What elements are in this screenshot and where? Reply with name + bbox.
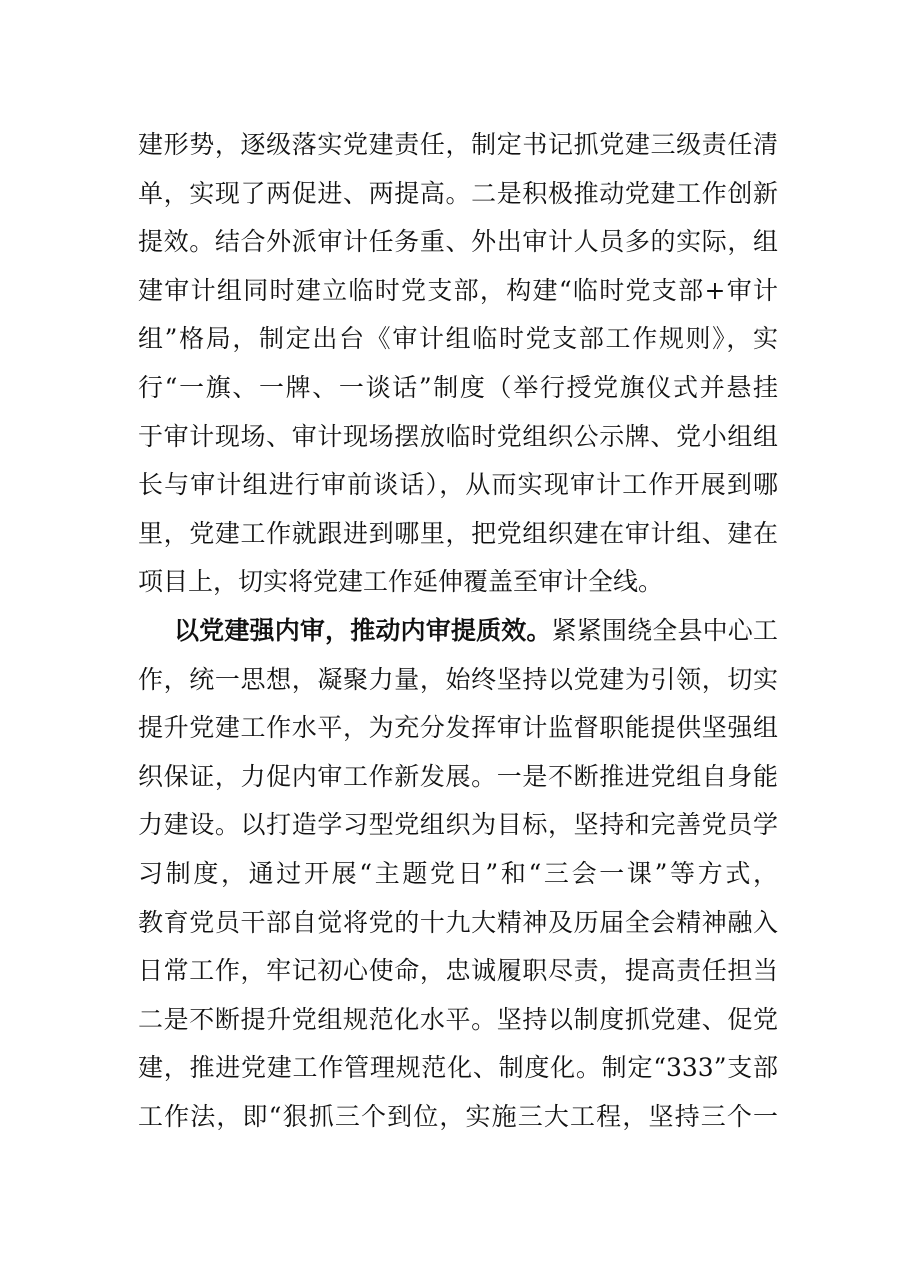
text-line: 提效。结合外派审计任务重、外出审计人员多的实际，组 xyxy=(138,227,778,257)
text-line: 建审计组同时建立临时党支部，构建“临时党支部+审计 xyxy=(138,275,778,305)
text-line: 日常工作，牢记初心使命，忠诚履职尽责，提高责任担当 xyxy=(138,956,778,986)
text-line: 织保证，力促内审工作新发展。一是不断推进党组自身能 xyxy=(138,761,778,791)
text-line: 单，实现了两促进、两提高。二是积极推动党建工作创新 xyxy=(138,178,778,208)
text-line: 教育党员干部自觉将党的十九大精神及历届全会精神融入 xyxy=(138,907,778,937)
text-line: 于审计现场、审计现场摆放临时党组织公示牌、党小组组 xyxy=(138,421,778,451)
text-line: 工作法，即“狠抓三个到位，实施三大工程，坚持三个一 xyxy=(138,1101,778,1131)
text-line: 组”格局，制定出台《审计组临时党支部工作规则》，实 xyxy=(138,324,778,354)
text-line: 长与审计组进行审前谈话），从而实现审计工作开展到哪 xyxy=(138,470,778,500)
paragraph-last-line: 项目上，切实将党建工作延伸覆盖至审计全线。 xyxy=(138,567,664,597)
text-line: 建，推进党建工作管理规范化、制度化。制定“333”支部 xyxy=(138,1053,778,1083)
text-line: 建形势，逐级落实党建责任，制定书记抓党建三级责任清 xyxy=(138,130,778,159)
section-first-line-text: 紧紧围绕全县中心工 xyxy=(551,615,778,645)
text-line: 习制度，通过开展“主题党日”和“三会一课”等方式， xyxy=(138,858,778,888)
section-first-line xyxy=(138,607,778,656)
text-line: 里，党建工作就跟进到哪里，把党组织建在审计组、建在 xyxy=(138,518,778,548)
text-line: 作，统一思想，凝聚力量，始终坚持以党建为引领，切实 xyxy=(138,664,778,694)
text-line: 力建设。以打造学习型党组织为目标，坚持和完善党员学 xyxy=(138,810,778,840)
document-body xyxy=(138,121,778,1141)
text-line: 二是不断提升党组规范化水平。坚持以制度抓党建、促党 xyxy=(138,1004,778,1034)
section-heading: 以党建强内审，推动内审提质效。 xyxy=(174,615,552,645)
text-line: 行“一旗、一牌、一谈话”制度（举行授党旗仪式并悬挂 xyxy=(138,372,778,402)
text-line: 提升党建工作水平，为充分发挥审计监督职能提供坚强组 xyxy=(138,713,778,743)
